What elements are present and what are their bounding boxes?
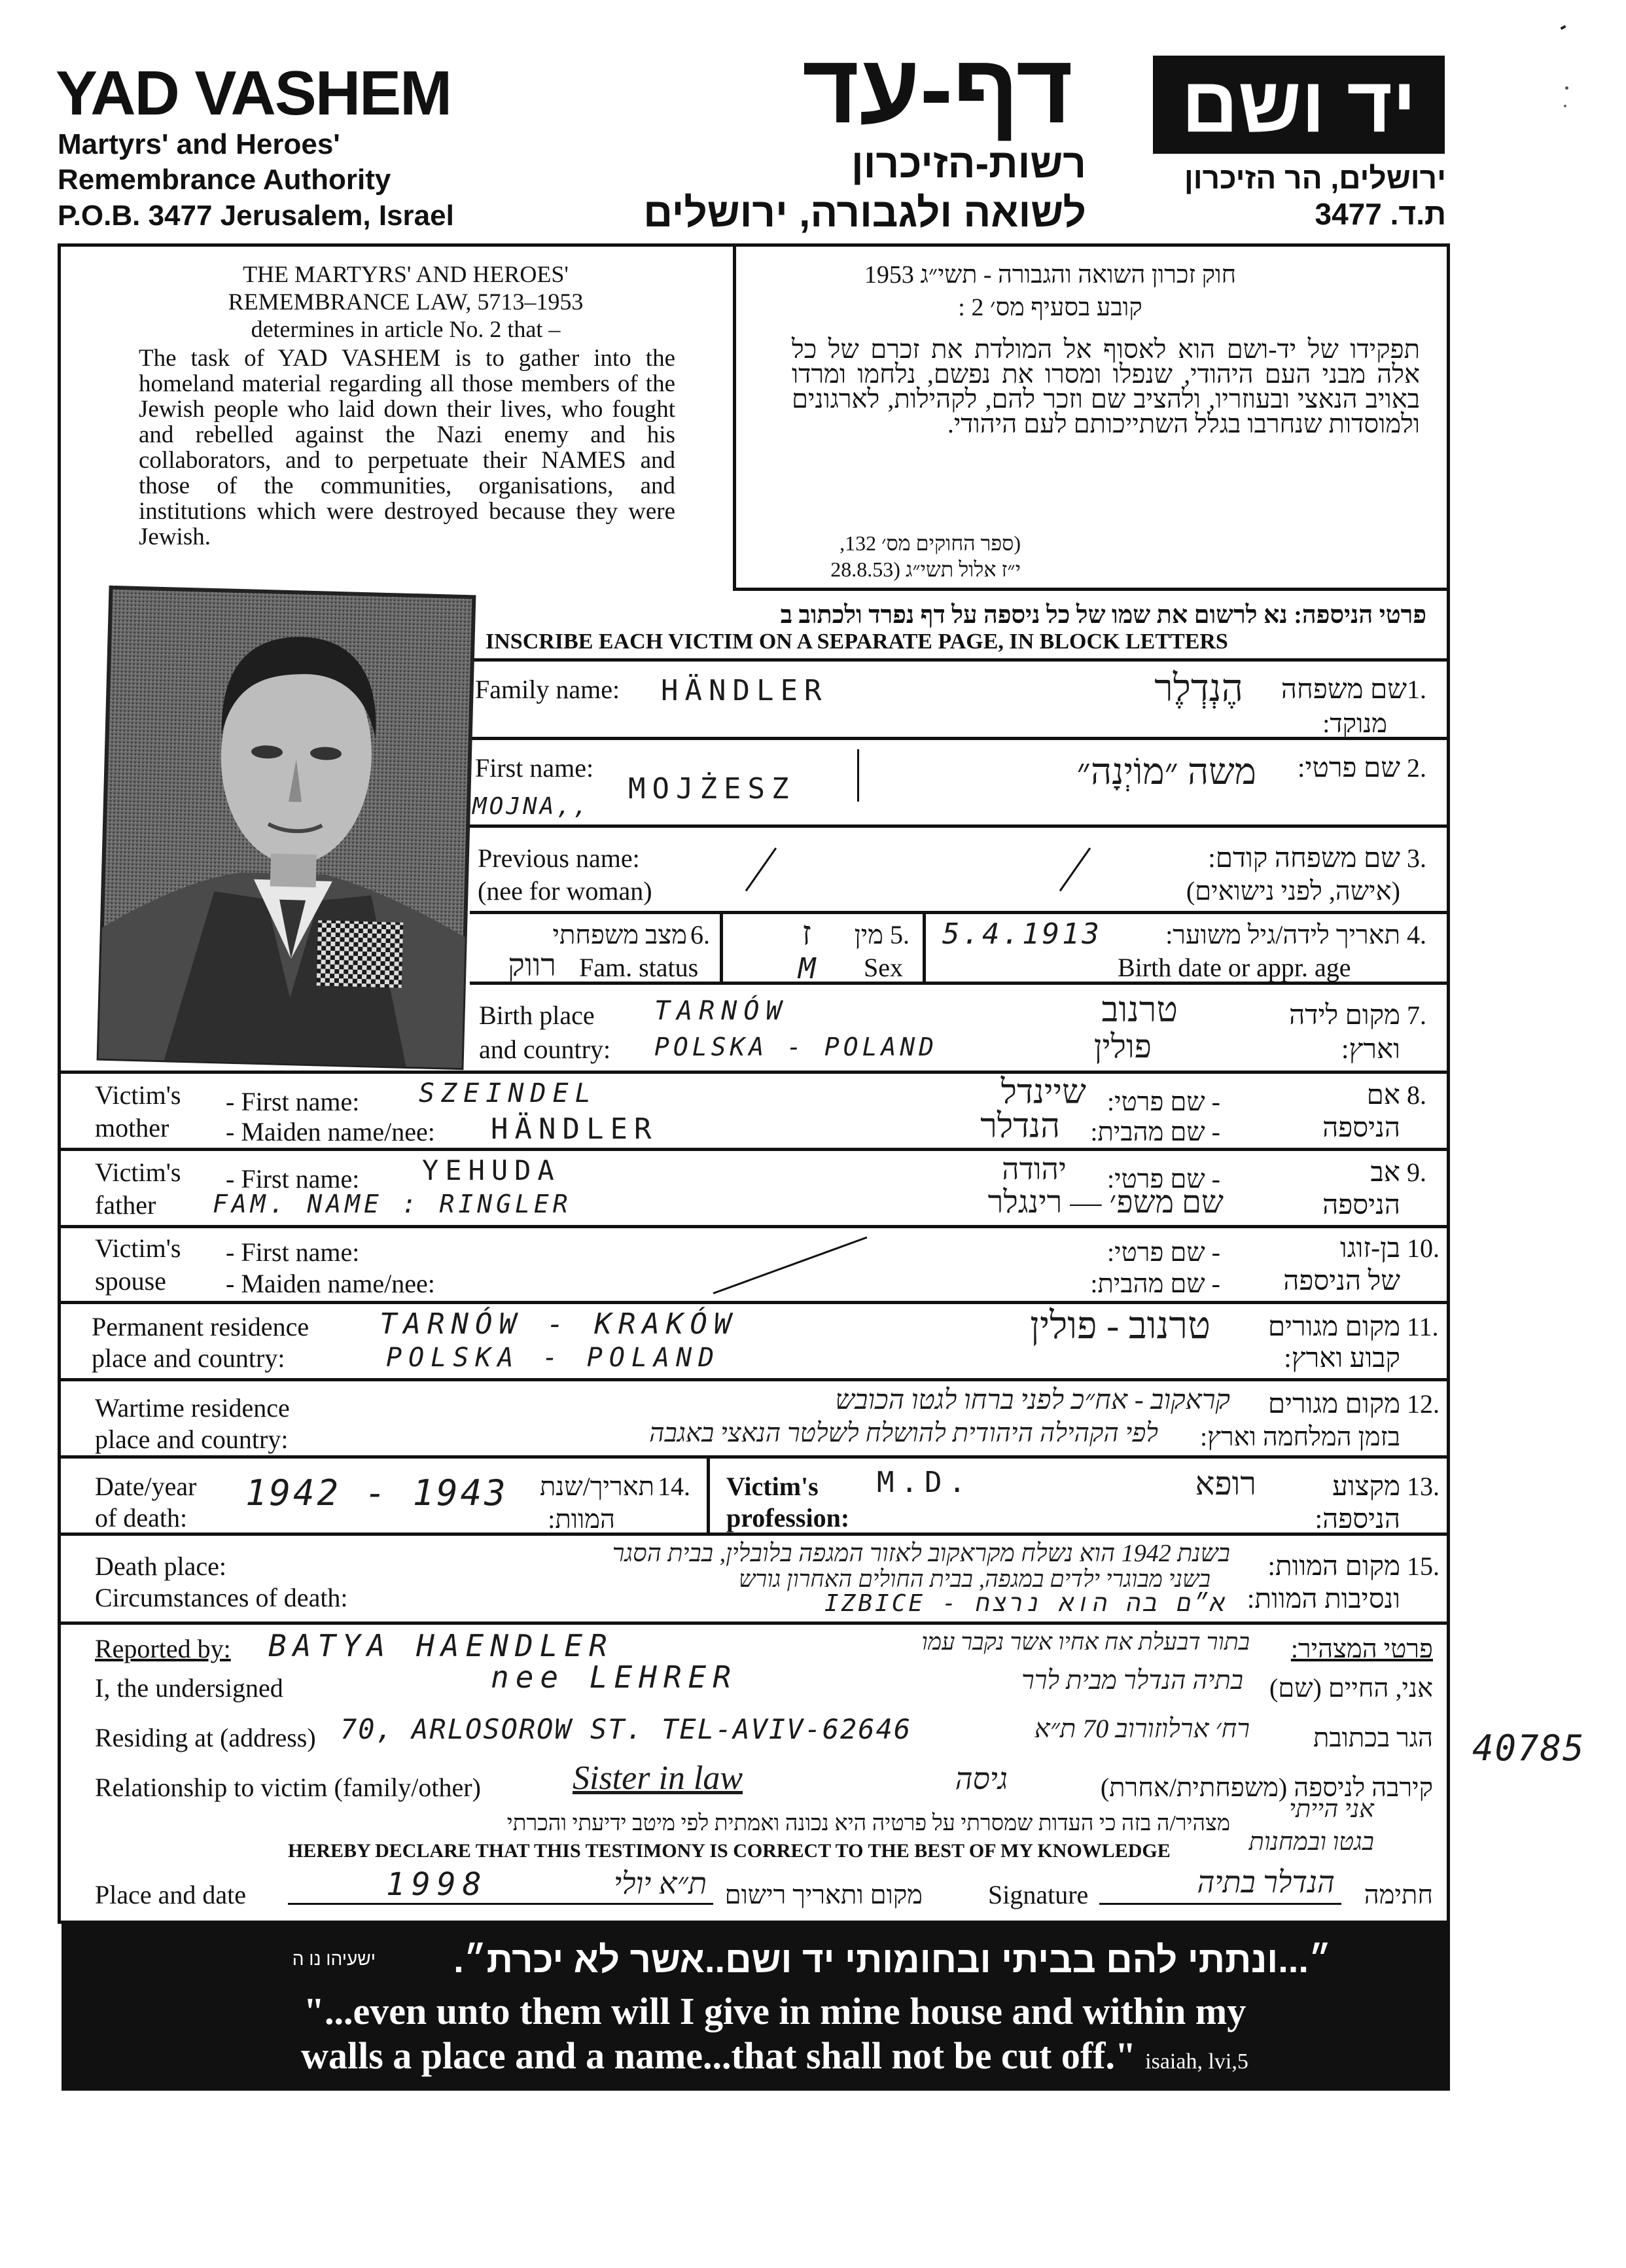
reported-by-label: Reported by:	[95, 1634, 231, 1663]
signature-label: Signature	[988, 1880, 1089, 1909]
sex-value-heb[interactable]: ז	[802, 915, 811, 953]
permanent-residence-value-1[interactable]: TARNÓW - KRAKÓW	[380, 1307, 738, 1341]
fam-status-number: 6.	[690, 920, 710, 949]
mother-label-1: Victim's	[95, 1080, 181, 1110]
authority-heb-2: לשואה ולגבורה, ירושלים	[643, 190, 1086, 236]
sex-label-heb: מין	[854, 920, 883, 949]
spouse-dash	[713, 1237, 867, 1294]
fam-status-value[interactable]: רווק	[508, 948, 556, 983]
place-date-line	[288, 1903, 713, 1905]
mother-sub-1: - First name:	[226, 1087, 360, 1116]
undersigned-value-heb[interactable]: בתיה הנדלר מבית לרר	[1021, 1665, 1243, 1695]
sex-value[interactable]: M	[798, 952, 822, 985]
profession-label-1: Victim's	[726, 1472, 819, 1501]
family-name-label: Family name:	[475, 675, 620, 704]
spouse-number: 10.	[1407, 1233, 1440, 1263]
law-heb-ref-2: י״ז אלול תשי״ג (28.8.53	[830, 558, 1021, 581]
mother-sub-heb-1: - שם פרטי:	[1107, 1087, 1220, 1116]
spouse-sub-heb-1: - שם פרטי:	[1107, 1237, 1220, 1267]
mother-sub-2: - Maiden name/nee:	[226, 1117, 435, 1146]
birth-date-label: Birth date or appr. age	[1118, 953, 1351, 982]
instructions-heb: פרטי הניספה: נא לרשום את שמו של כל ניספה על דף נפרד ולכתוב ב	[780, 601, 1426, 629]
org-line-1: Martyrs' and Heroes'	[58, 128, 340, 160]
mother-sub-heb-2: - שם מהבית:	[1090, 1117, 1220, 1146]
verse-en-1: "...even unto them will I give in mine house and within my	[303, 1990, 1246, 2032]
family-name-number: 1.	[1407, 675, 1426, 704]
first-name-number: 2.	[1407, 753, 1426, 783]
logo-sub-2: ת.ד. 3477	[1315, 197, 1446, 231]
spouse-sub-1: - First name:	[226, 1237, 360, 1267]
yad-vashem-logo	[1153, 56, 1445, 154]
father-sub-heb-1: - שם פרטי:	[1107, 1164, 1220, 1194]
birth-place-value-heb-1[interactable]: טרנוב	[1101, 990, 1178, 1029]
permanent-residence-label-2: place and country:	[92, 1343, 285, 1373]
birth-place-label-1: Birth place	[479, 1001, 595, 1030]
relationship-label-heb: קירבה לניספה (משפחתית/אחרת)	[1100, 1773, 1433, 1802]
father-label-heb-2: הניספה	[1322, 1190, 1400, 1220]
previous-name-number: 3.	[1407, 843, 1426, 873]
first-name-bracket	[857, 749, 859, 802]
father-value-1[interactable]: YEHUDA	[422, 1154, 561, 1186]
page-title-heb: דף-עד	[802, 33, 1073, 143]
permanent-residence-value-heb[interactable]: טרנוב - פולין	[1030, 1304, 1211, 1347]
death-place-number: 15.	[1407, 1551, 1440, 1581]
death-place-value-3[interactable]: IZBICE - א״ם בה הוא נרצח	[824, 1590, 1228, 1617]
death-place-label-heb-2: ונסיבות המוות:	[1246, 1584, 1400, 1614]
declaration-heb: מצהיר/ה בזה כי העדות שמסרתי על פרטיה היא נכונה ואמתית לפי מיטב ידיעתי והכרתי	[506, 1811, 1230, 1835]
father-sub-1: - First name:	[226, 1164, 360, 1194]
death-date-label-1: Date/year	[95, 1472, 197, 1501]
logo-text: יד ושם	[1181, 61, 1417, 149]
profession-value-heb[interactable]: רופא	[1195, 1465, 1256, 1502]
spouse-label-heb-2: של הניספה	[1283, 1266, 1400, 1296]
death-place-label-heb-1: מקום המוות:	[1267, 1551, 1400, 1582]
verse-heb: ״...ונתתי להם בביתי ובחומותי יד ושם..אשר לא יכרת״.	[453, 1939, 1332, 1980]
margin-note: 40785	[1472, 1728, 1585, 1769]
address-label: Residing at (address)	[95, 1723, 316, 1752]
father-value-2[interactable]: FAM. NAME : RINGLER	[213, 1190, 572, 1218]
wartime-residence-value-heb-1[interactable]: קראקוב - אח״כ לפני ברחו לגטו הכובש	[835, 1385, 1230, 1415]
fam-status-label: Fam. status	[579, 953, 699, 982]
victim-photo	[99, 588, 474, 1068]
profession-label-heb-2: הניספה:	[1315, 1504, 1400, 1534]
undersigned-label-heb: אני, החיים (שם)	[1269, 1673, 1433, 1703]
undersigned-value[interactable]: nee LEHRER	[491, 1659, 737, 1695]
verse-en-line-2	[192, 2034, 1357, 2078]
first-name-label-heb: שם פרטי:	[1297, 753, 1400, 783]
previous-name-dash-1	[745, 847, 777, 891]
verse-ref-heb: ישעיהו נו ה	[292, 1949, 376, 1969]
reported-by-value[interactable]: BATYA HAENDLER	[268, 1628, 614, 1663]
sex-label: Sex	[864, 953, 903, 982]
previous-name-label-heb-2: (אישה, לפני נישואים)	[1186, 876, 1400, 906]
mother-value-heb-1[interactable]: שיינדל	[1000, 1074, 1086, 1111]
signature-label-heb: חתימה	[1364, 1880, 1433, 1909]
family-name-label-heb: שם משפחה	[1281, 675, 1407, 705]
wartime-residence-number: 12.	[1407, 1389, 1440, 1419]
previous-name-label-1: Previous name:	[478, 843, 640, 873]
profession-label-2: profession:	[726, 1503, 850, 1533]
permanent-residence-label-heb-1: מקום מגורים	[1267, 1312, 1400, 1342]
previous-name-label-2: (nee for woman)	[478, 876, 652, 906]
first-name-label: First name:	[475, 753, 594, 783]
place-date-label-heb: מקום ותאריך רישום	[724, 1880, 923, 1909]
death-date-number: 14.	[658, 1472, 690, 1501]
first-name-extra[interactable]: MOJNA,,	[472, 793, 590, 820]
wartime-residence-label-2: place and country:	[95, 1425, 289, 1454]
wartime-residence-label-heb-1: מקום מגורים	[1267, 1389, 1400, 1419]
law-en-title-2: REMEMBRANCE LAW, 5713–1953	[228, 289, 584, 315]
previous-name-label-heb-1: שם משפחה קודם:	[1208, 843, 1400, 874]
verse-en-2: walls a place and a name...that shall not be cut off."	[301, 2034, 1137, 2077]
scan-speck-2	[1565, 86, 1568, 90]
wartime-residence-label-heb-2: בזמן המלחמה וארץ:	[1200, 1422, 1400, 1451]
birth-place-value-heb-2[interactable]: פולין	[1093, 1028, 1152, 1065]
birth-date-label-heb: תאריך לידה/גיל משוער:	[1165, 920, 1400, 949]
declaration-en: HEREBY DECLARE THAT THIS TESTIMONY IS CORRECT TO THE BEST OF MY KNOWLEDGE	[288, 1840, 1171, 1862]
mother-value-2[interactable]: HÄNDLER	[491, 1112, 658, 1146]
verse-ref-en: isaiah, lvi,5	[1145, 2049, 1248, 2074]
scan-speck-3	[1564, 105, 1566, 107]
previous-name-dash-2	[1059, 847, 1091, 891]
mother-label-heb-1: אם	[1366, 1080, 1400, 1110]
law-heb-ref-1: (ספר החוקים מס׳ 132,	[840, 531, 1021, 555]
org-name: YAD VASHEM	[56, 58, 451, 128]
death-place-value-heb-2[interactable]: בשני מבוגרי ילדים במגפה, בבית החולים האחרון גורש	[739, 1566, 1211, 1592]
death-date-label-2: of death:	[95, 1503, 188, 1533]
profession-value[interactable]: M.D.	[877, 1466, 972, 1499]
instructions-en: INSCRIBE EACH VICTIM ON A SEPARATE PAGE, IN BLOCK LETTERS	[486, 629, 1228, 654]
place-date-value-heb[interactable]: ת״א יולי	[613, 1867, 707, 1900]
wartime-residence-label-1: Wartime residence	[95, 1393, 290, 1423]
reported-by-label-heb: פרטי המצהיר:	[1290, 1634, 1433, 1663]
mother-value-1[interactable]: SZEINDEL	[419, 1078, 597, 1108]
law-heb-text: תפקידו של יד-ושם הוא לאסוף אל המולדת את זכרם של כל אלה מבני העם היהודי, שנפלו ומסרו את נפשם, נלחמו ומרדו באויב הנאצי ובעוזריו, ולהציב שם וזכר להם, לקהילות, לארגונים ולמוסדות שנחרבו בגלל השתייכותם לעם היהודי.	[792, 334, 1420, 438]
spouse-label-2: spouse	[95, 1266, 166, 1296]
relationship-label: Relationship to victim (family/other)	[95, 1773, 481, 1802]
footer-banner	[62, 1924, 1450, 2091]
law-en-title-3: determines in article No. 2 that –	[251, 316, 561, 342]
spouse-label-1: Victim's	[95, 1233, 181, 1263]
address-label-heb: הגר בכתובת	[1313, 1723, 1433, 1752]
law-en-title-1: THE MARTYRS' AND HEROES'	[243, 261, 569, 287]
reported-by-note-heb[interactable]: בתור דבעלת אח אחיו אשר נקבר עמו	[921, 1629, 1250, 1655]
father-label-heb-1: אב	[1370, 1158, 1400, 1188]
father-label-2: father	[95, 1190, 156, 1220]
birth-date-value[interactable]: 5.4.1913	[942, 917, 1102, 951]
death-date-value[interactable]: 1942 - 1943	[245, 1472, 508, 1514]
birth-date-number: 4.	[1407, 920, 1426, 949]
first-name-value[interactable]: MOJŻESZ	[628, 772, 796, 806]
birth-place-label-2: and country:	[479, 1035, 611, 1064]
permanent-residence-label-heb-2: קבוע וארץ:	[1284, 1343, 1400, 1373]
law-heb-title-1: חוק זכרון השואה והגבורה - תשי״ג 1953	[864, 261, 1237, 289]
spouse-sub-heb-2: - שם מהבית:	[1090, 1269, 1220, 1298]
place-date-label: Place and date	[95, 1880, 246, 1909]
family-name-value-heb[interactable]: הֶנְדְלֶר	[1154, 667, 1243, 709]
family-name-label-heb-2: מנוקד:	[1322, 709, 1387, 738]
permanent-residence-number: 11.	[1407, 1312, 1439, 1341]
death-date-label-heb-1: תאריך/שנת	[539, 1472, 654, 1501]
profession-number: 13.	[1407, 1472, 1440, 1501]
profession-label-heb-1: מקצוע	[1332, 1472, 1400, 1502]
logo-sub-1: ירושלים, הר הזיכרון	[1184, 161, 1446, 195]
declaration-note-heb[interactable]: אני הייתי בגטו ובמחנות	[1248, 1796, 1374, 1856]
law-heb-title-2: קובע בסעיף מס׳ 2 :	[958, 294, 1142, 321]
address-value-heb[interactable]: רח׳ ארלוזורוב 70 ת״א	[1034, 1714, 1250, 1743]
mother-label-heb-2: הניספה	[1322, 1113, 1400, 1143]
undersigned-label: I, the undersigned	[95, 1673, 283, 1703]
birth-place-value-2[interactable]: POLSKA - POLAND	[654, 1033, 938, 1061]
birth-place-label-heb-2: וארץ:	[1341, 1035, 1400, 1065]
permanent-residence-label-1: Permanent residence	[92, 1312, 309, 1341]
birth-place-number: 7.	[1407, 1001, 1426, 1030]
death-place-label-2: Circumstances of death:	[95, 1583, 348, 1612]
photo-portrait	[99, 588, 474, 1068]
relationship-value[interactable]: Sister in law	[573, 1760, 743, 1797]
father-value-heb-2[interactable]: שם משפ׳ — רינגלר	[987, 1185, 1224, 1220]
address-value[interactable]: 70, ARLOSOROW ST. TEL-AVIV-62646	[340, 1713, 912, 1745]
permanent-residence-value-2[interactable]: POLSKA - POLAND	[386, 1343, 721, 1373]
father-value-heb-1[interactable]: יהודה	[1002, 1152, 1067, 1186]
wartime-residence-value-heb-2[interactable]: לפי הקהילה היהודית להושלח לשלטר הנאצי באגבה	[649, 1418, 1158, 1447]
spouse-sub-2: - Maiden name/nee:	[226, 1269, 435, 1298]
signature-line	[1099, 1903, 1341, 1905]
scan-speck-1	[1561, 25, 1566, 29]
death-place-label-1: Death place:	[95, 1551, 226, 1581]
signature-value[interactable]: הנדלר בתיה	[1197, 1866, 1335, 1899]
first-name-value-heb[interactable]: משה ״מוֹיְנָה״	[1076, 752, 1256, 792]
law-en-text: The task of YAD VASHEM is to gather into the homeland material regarding all those members of the Jewish people who laid down their lives, who fought and rebelled against the Nazi enemy and his collaborators, and to perpetuate their NAMES and those of the communities, organisations, and institutions which were destroyed because they were Jewish.	[139, 345, 675, 550]
death-place-value-heb-1[interactable]: בשנת 1942 הוא נשלח מקראקוב לאזור המגפה בלובלין, בבית הסגר	[612, 1540, 1230, 1567]
father-label-1: Victim's	[95, 1158, 181, 1187]
birth-place-label-heb-1: מקום לידה	[1289, 1001, 1400, 1031]
family-name-value[interactable]: HÄNDLER	[661, 674, 828, 707]
birth-place-value-1[interactable]: TARNÓW	[654, 996, 788, 1026]
relationship-value-heb[interactable]: גיסה	[955, 1762, 1008, 1796]
death-date-label-heb-2: המוות:	[548, 1504, 615, 1534]
father-number: 9.	[1407, 1158, 1426, 1187]
authority-heb-1: רשות-הזיכרון	[851, 141, 1086, 186]
sex-number: 5.	[890, 920, 910, 949]
org-address: P.O.B. 3477 Jerusalem, Israel	[58, 200, 454, 232]
spouse-label-heb-1: בן-זוגו	[1340, 1233, 1400, 1264]
place-date-value[interactable]: 1998	[386, 1866, 488, 1903]
mother-label-2: mother	[95, 1113, 169, 1143]
org-line-2: Remembrance Authority	[58, 164, 391, 196]
mother-value-heb-2[interactable]: הנדלר	[980, 1108, 1060, 1145]
fam-status-label-heb: מצב משפחתי	[552, 920, 687, 949]
mother-number: 8.	[1407, 1080, 1426, 1110]
